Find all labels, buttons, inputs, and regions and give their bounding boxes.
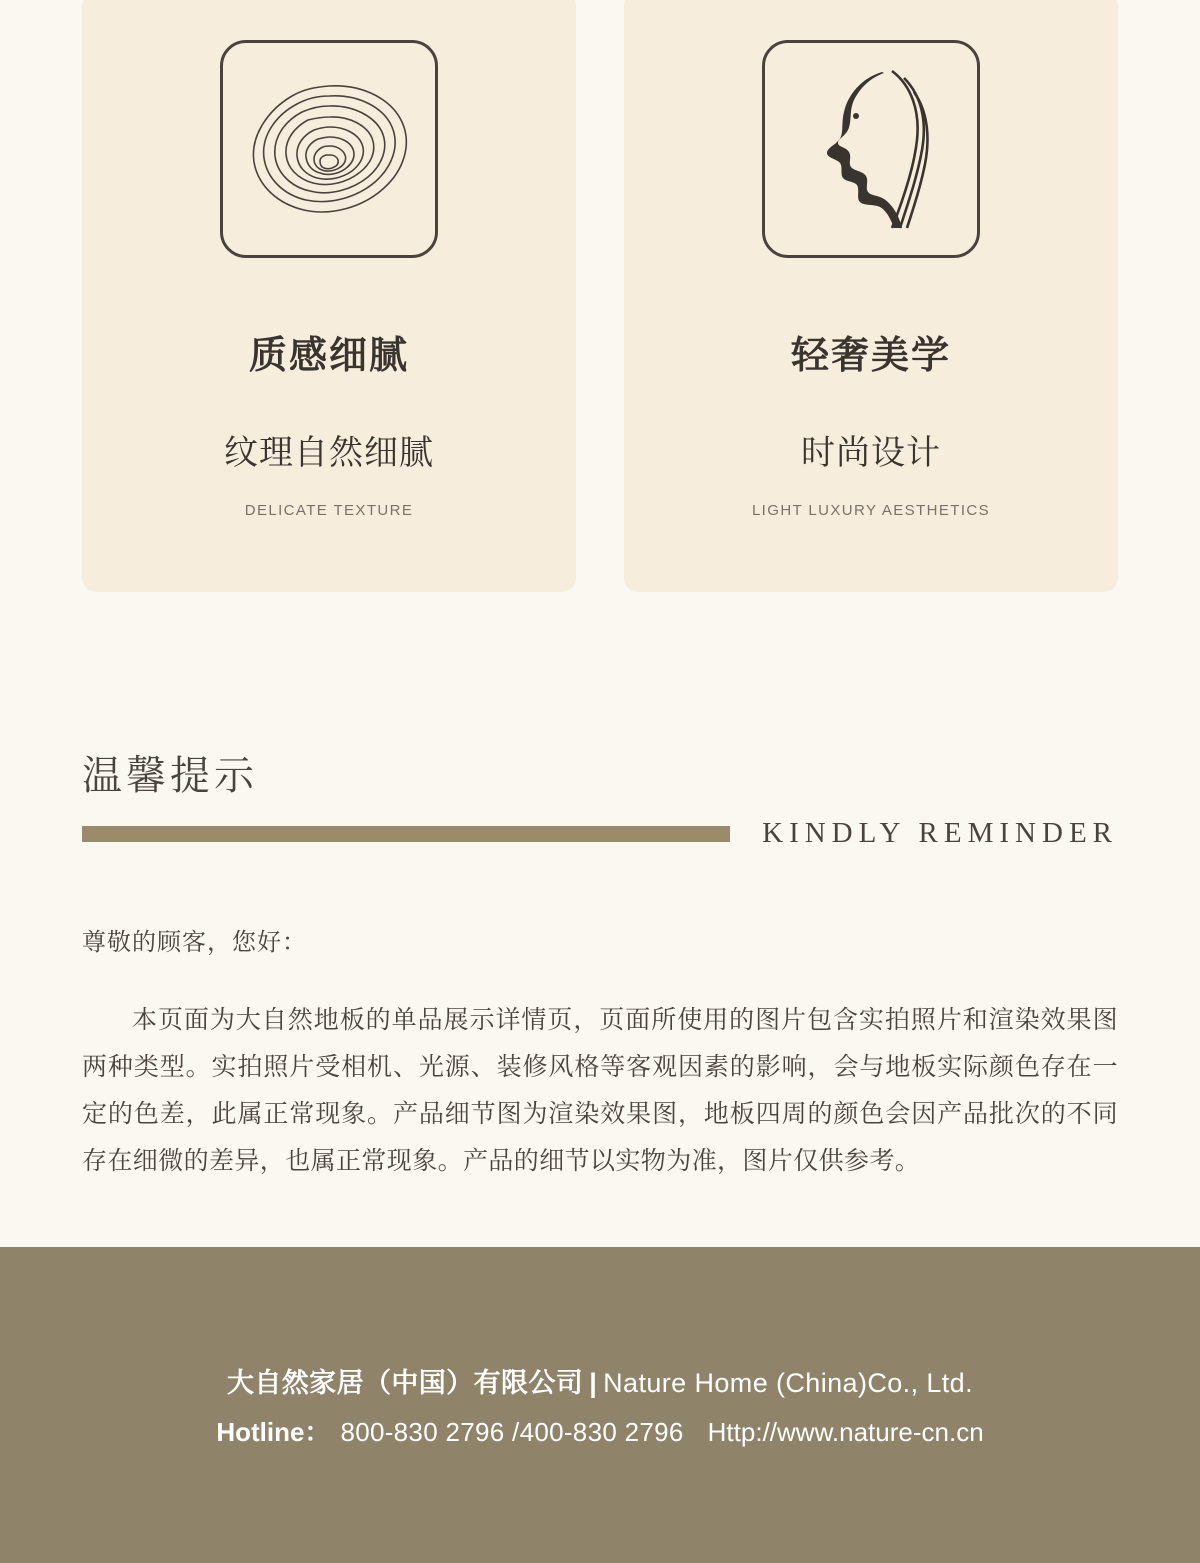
- footer-hotline-label: Hotline：: [216, 1417, 331, 1447]
- footer-separator: |: [589, 1368, 598, 1398]
- footer-company-cn: 大自然家居（中国）有限公司: [226, 1368, 584, 1398]
- woman-profile-icon-frame: [762, 40, 980, 258]
- feature-card-english: LIGHT LUXURY AESTHETICS: [751, 502, 991, 519]
- feature-card-subtitle: 时尚设计: [801, 434, 941, 472]
- footer-company-en: Nature Home (China)Co., Ltd.: [603, 1368, 974, 1398]
- feature-card-subtitle: 纹理自然细腻: [224, 434, 434, 472]
- reminder-divider-row: [82, 817, 1118, 850]
- footer-contact-line: [216, 1412, 983, 1449]
- reminder-accent-bar: [82, 826, 730, 842]
- page-footer: [0, 1247, 1200, 1563]
- texture-contour-icon: [234, 74, 424, 224]
- feature-card-list: [0, 0, 1200, 592]
- reminder-salutation: 尊敬的顾客，您好：: [82, 929, 307, 956]
- reminder-english-title: KINDLY REMINDER: [762, 817, 1118, 849]
- footer-website-link[interactable]: Http://www.nature-cn.cn: [707, 1417, 984, 1447]
- footer-company-line: [227, 1361, 973, 1400]
- feature-card-title: 质感细腻: [248, 335, 409, 377]
- reminder-body-text: 本页面为大自然地板的单品展示详情页，页面所使用的图片包含实拍照片和渲染效果图两种类型。实拍照片受相机、光源、装修风格等客观因素的影响，会与地板实际颜色存在一定的色差，此属正常现象。产品细节图为渲染效果图，地板四周的颜色会因产品批次的不同存在细微的差异，也属正常现象。产品的细节以实物为准，图片仅供参考。: [82, 1006, 1118, 1175]
- feature-card-title: 轻奢美学: [790, 335, 951, 377]
- kindly-reminder-section: [0, 744, 1200, 1185]
- footer-hotline-numbers: 800-830 2796 /400-830 2796: [340, 1417, 684, 1447]
- feature-card-texture: [82, 0, 576, 592]
- reminder-title: 温馨提示: [82, 754, 258, 798]
- woman-profile-icon: [786, 64, 956, 234]
- texture-contour-icon-frame: [220, 40, 438, 258]
- feature-card-english: DELICATE TEXTURE: [244, 502, 414, 519]
- feature-card-aesthetics: [624, 0, 1118, 592]
